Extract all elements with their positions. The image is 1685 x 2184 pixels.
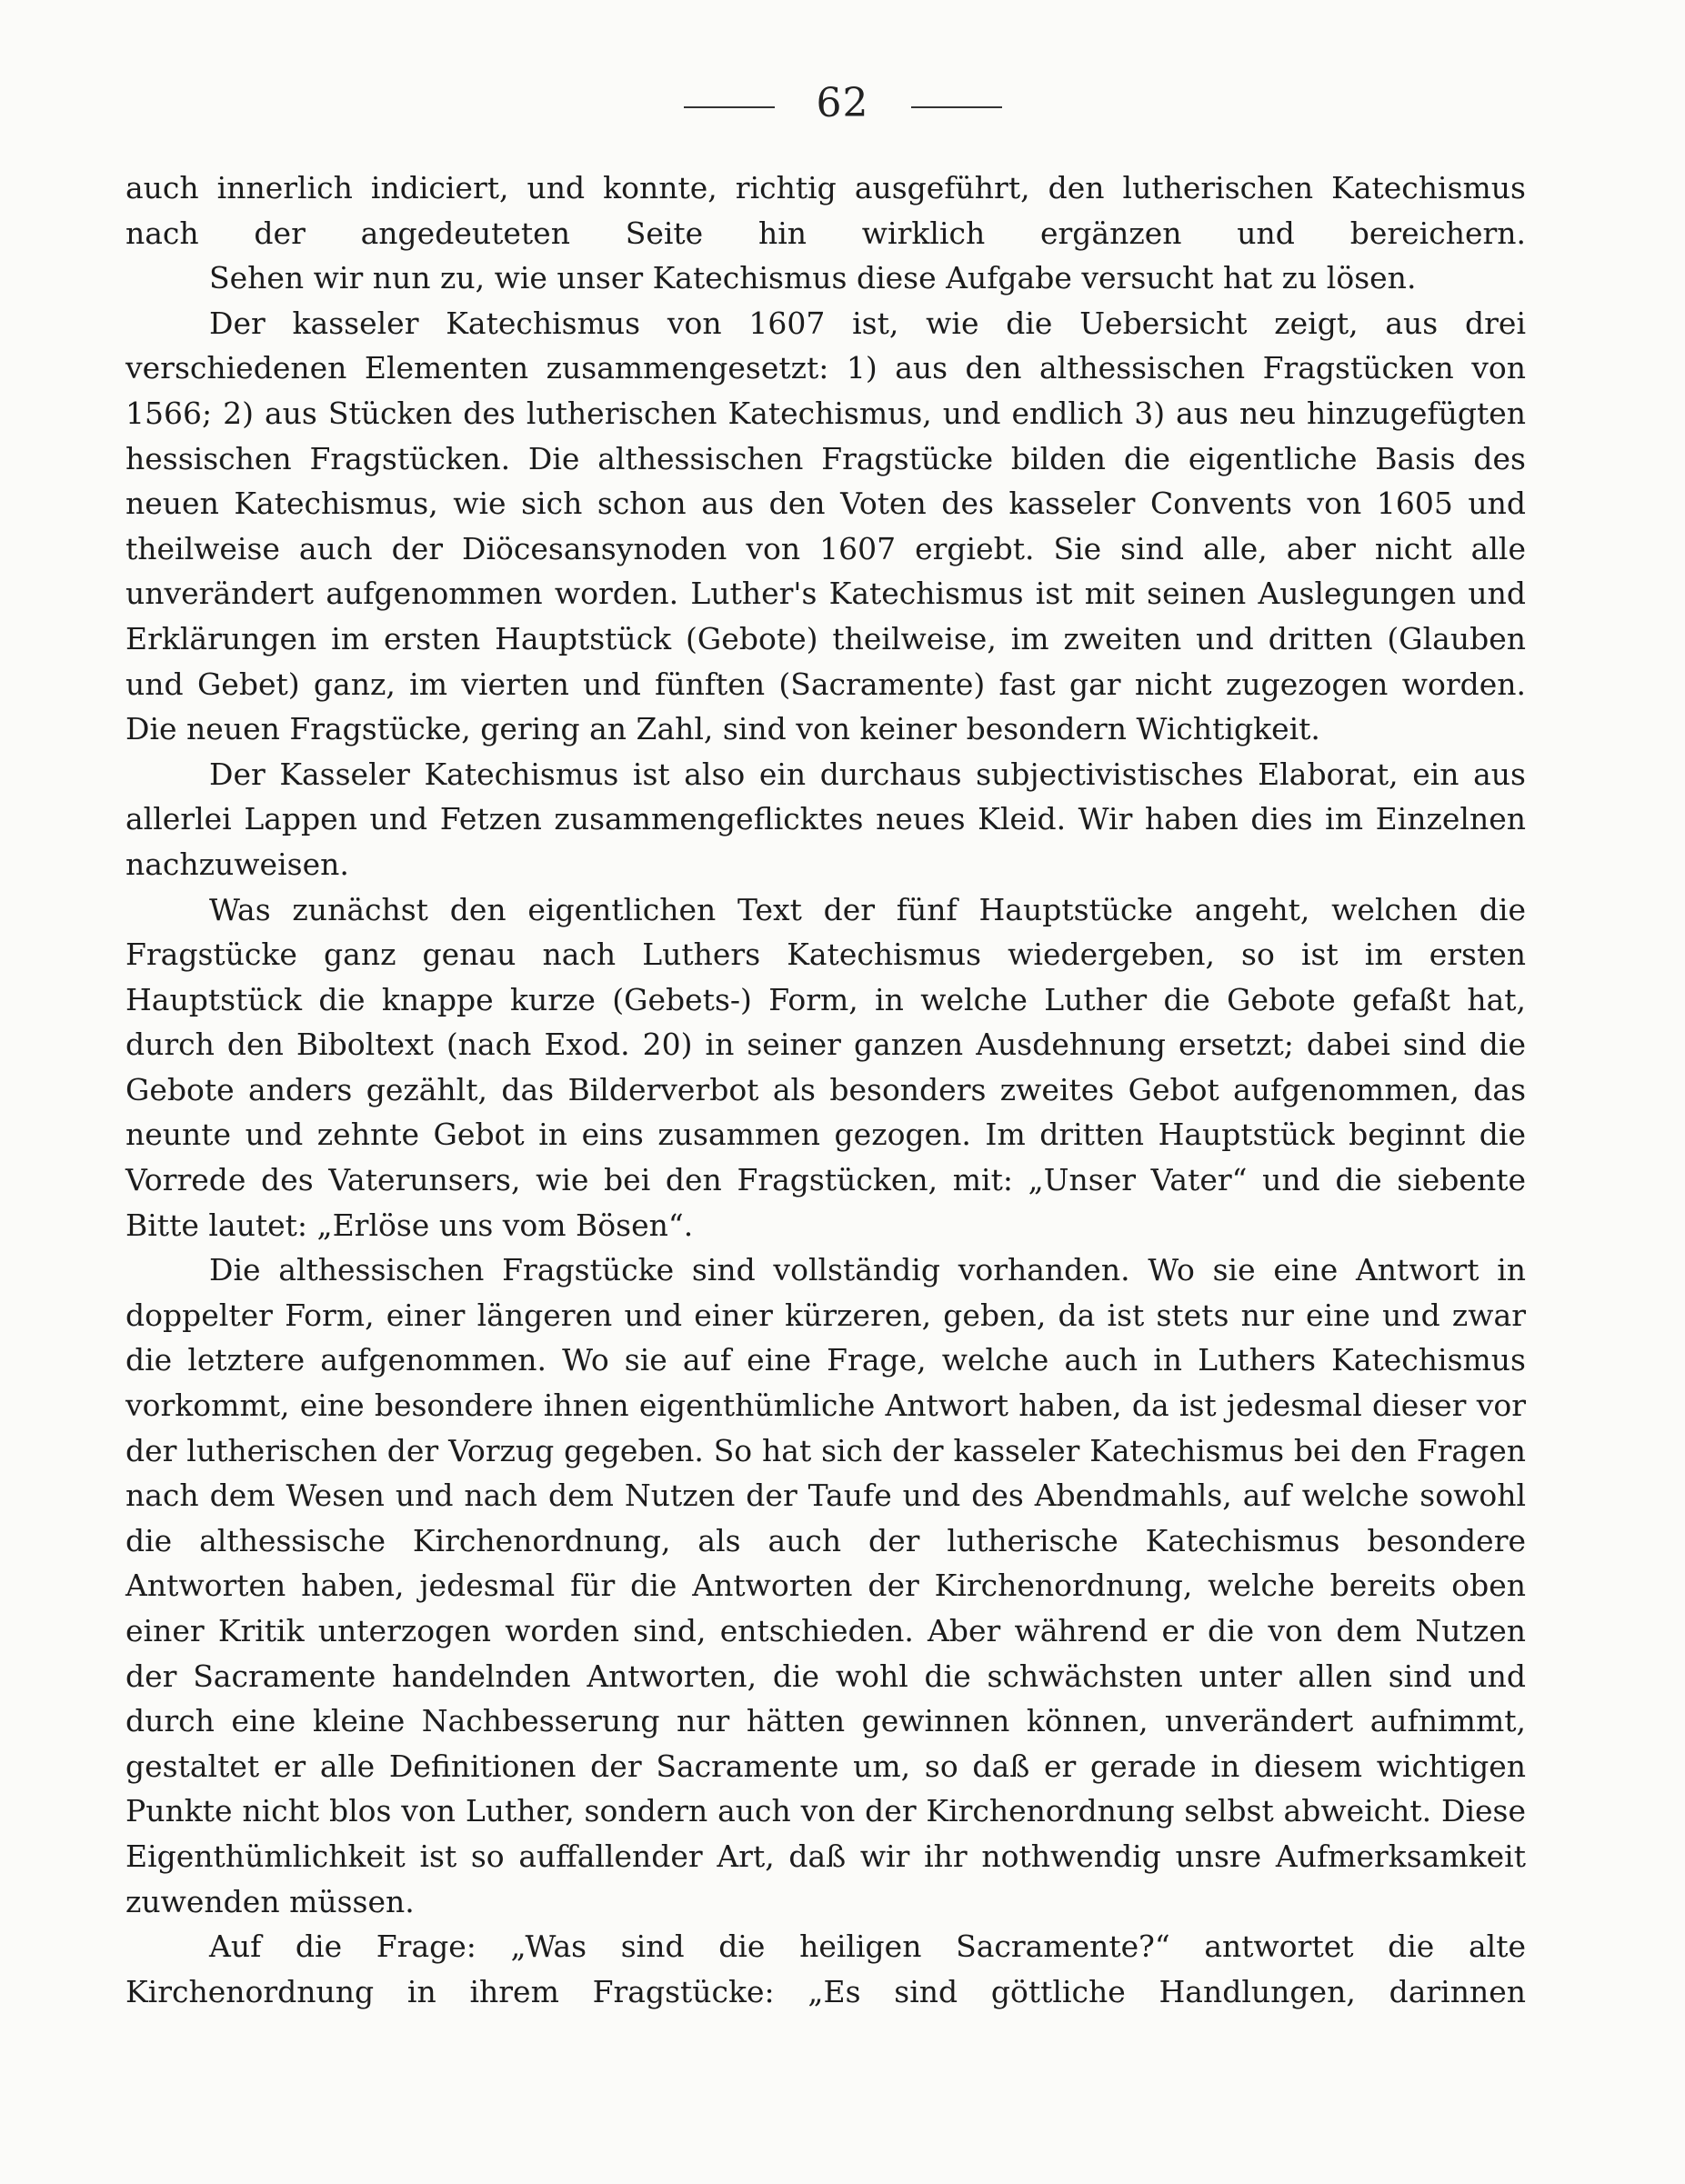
paragraph-fragstuecke: Die althessischen Fragstücke sind vollständig vorhanden. Wo sie eine Antwort in doppelter Form, einer längeren und einer kürzeren, geben, da ist stets nur eine und zwar die letztere aufgenommen. Wo sie auf eine Frage, welche auch in Luthers Katechismus vorkommt, eine besondere ihnen eigenthümliche Antwort haben, da ist jedesmal dieser vor der lutherischen der Vorzug gegeben. So hat sich der kasseler Katechismus bei den Fragen nach dem Wesen und nach dem Nutzen der Taufe und des Abendmahls, auf welche sowohl die althessische Kirchenordnung, als auch der lutherische Katechismus besondere Antworten haben, jedesmal für die Antworten der Kirchenordnung, welche bereits oben einer Kritik unterzogen worden sind, entschieden. Aber während er die von dem Nutzen der Sacramente handelnden Antworten, die wohl die schwächsten unter allen sind und durch eine kleine Nachbesserung nur hätten gewinnen können, unverändert aufnimmt, gestaltet er alle Definitionen der Sacramente um, so daß er gerade in diesem wichtigen Punkte nicht blos von Luther, sondern auch von der Kirchenordnung selbst abweicht. Diese Eigenthümlichkeit ist so auffallender Art, daß wir ihr nothwendig unsre Aufmerksamkeit zuwenden müssen. (125, 1252, 1526, 1919)
page-number: 62 (816, 79, 869, 126)
header-rule-right (911, 106, 1002, 108)
paragraph-composition: Der kasseler Katechismus von 1607 ist, wie die Uebersicht zeigt, aus drei verschiedenen Elementen zusammengesetzt: 1) aus den althessischen Fragstücken von 1566; 2) aus Stücken des lutherischen Katechismus, und endlich 3) aus neu hinzugefügten hessischen Fragstücken. Die althessischen Fragstücke bilden die eigentliche Basis des neuen Katechismus, wie sich schon aus den Voten des kasseler Convents von 1605 und theilweise auch der Diöcesansynoden von 1607 ergiebt. Sie sind alle, aber nicht alle unverändert aufgenommen worden. Luther's Katechismus ist mit seinen Auslegungen und Erklärungen im ersten Hauptstück (Gebote) theilweise, im zweiten und dritten (Glauben und Gebet) ganz, im vierten und fünften (Sacramente) fast gar nicht zugezogen worden. Die neuen Fragstücke, gering an Zahl, sind von keiner besondern Wichtigkeit. (125, 305, 1526, 747)
page-header (0, 71, 1685, 135)
text-body (125, 165, 1526, 2014)
paragraph-intro: Sehen wir nun zu, wie unser Katechismus diese Aufgabe versucht hat zu lösen. (209, 260, 1417, 296)
paragraph-sacrament-question: Auf die Frage: „Was sind die heiligen Sacramente?“ antwortet die alte Kirchenordnung in ihrem Fragstücke: „Es sind göttliche Handlungen, darinnen (125, 1929, 1526, 2009)
paragraph-summary: Der Kasseler Katechismus ist also ein durchaus subjectivistisches Elaborat, ein aus allerlei Lappen und Fetzen zusammengeflicktes neues Kleid. Wir haben dies im Einzelnen nachzuweisen. (125, 756, 1526, 882)
paragraph-main-text: Was zunächst den eigentlichen Text der fünf Hauptstücke angeht, welchen die Fragstücke ganz genau nach Luthers Katechismus wiedergeben, so ist im ersten Hauptstück die knappe kurze (Gebets-) Form, in welche Luther die Gebote gefaßt hat, durch den Biboltext (nach Exod. 20) in seiner ganzen Ausdehnung ersetzt; dabei sind die Gebote anders gezählt, das Bilderverbot als besonders zweites Gebot aufgenommen, das neunte und zehnte Gebot in eins zusammen gezogen. Im dritten Hauptstück beginnt die Vorrede des Vaterunsers, wie bei den Fragstücken, mit: „Unser Vater“ und die siebente Bitte lautet: „Erlöse uns vom Bösen“. (125, 891, 1526, 1243)
header-rule-left (684, 106, 775, 108)
paragraph-continuation: auch innerlich indiciert, und konnte, richtig ausgeführt, den lutherischen Katechismus nach der angedeuteten Seite hin wirklich ergänzen und bereichern. (125, 170, 1526, 251)
